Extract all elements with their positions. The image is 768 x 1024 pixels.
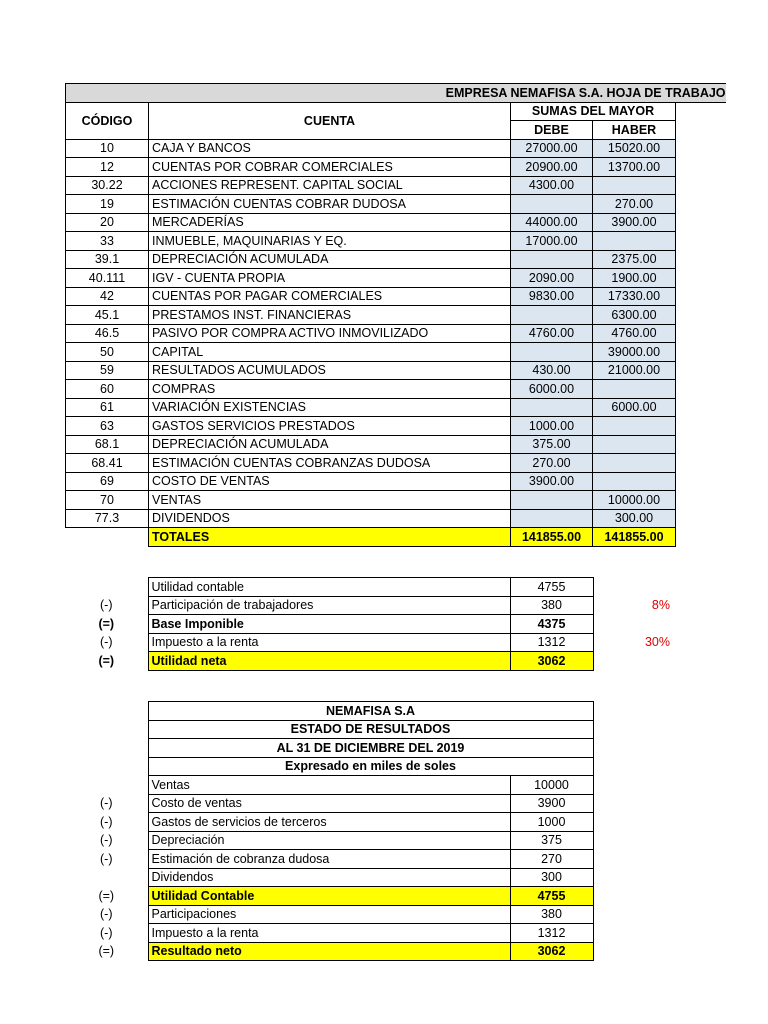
statement-row	[65, 905, 593, 924]
account-code: 77.3	[66, 509, 149, 528]
blank-cell	[676, 306, 726, 325]
account-code: 69	[66, 472, 149, 491]
debe-value: 375.00	[511, 435, 593, 454]
account-name: ESTIMACIÓN CUENTAS COBRAR DUDOSA	[149, 195, 511, 214]
header-cuenta: CUENTA	[149, 102, 511, 139]
rate-percent: 8%	[651, 598, 670, 613]
account-name: ESTIMACIÓN CUENTAS COBRANZAS DUDOSA	[149, 454, 511, 473]
blank-cell	[676, 417, 726, 436]
account-name: DIVIDENDOS	[149, 509, 511, 528]
operator-sign: (=)	[98, 616, 115, 631]
operator-sign	[65, 776, 148, 795]
statement-value: 10000	[510, 776, 593, 795]
haber-value	[593, 380, 676, 399]
statement-label: Participaciones	[148, 905, 510, 924]
account-code: 10	[66, 139, 149, 158]
debe-value	[511, 343, 593, 362]
statement-label: Estimación de cobranza dudosa	[148, 850, 510, 869]
statement-date: AL 31 DE DICIEMBRE DEL 2019	[148, 739, 593, 758]
account-row	[66, 250, 726, 269]
account-name: VARIACIÓN EXISTENCIAS	[149, 398, 511, 417]
statement-row	[65, 831, 593, 850]
account-name: VENTAS	[149, 491, 511, 510]
statement-unit: Expresado en miles de soles	[148, 757, 593, 776]
account-row	[66, 232, 726, 251]
debe-value: 44000.00	[511, 213, 593, 232]
blank-cell	[676, 269, 726, 288]
calc-row	[65, 596, 673, 615]
account-name: CUENTAS POR COBRAR COMERCIALES	[149, 158, 511, 177]
operator-sign: (-)	[100, 851, 113, 866]
rate-percent	[593, 578, 673, 597]
debe-value	[511, 250, 593, 269]
account-row	[66, 213, 726, 232]
statement-label: Gastos de servicios de terceros	[148, 813, 510, 832]
account-name: INMUEBLE, MAQUINARIAS Y EQ.	[149, 232, 511, 251]
operator-sign: (-)	[100, 925, 113, 940]
blank-cell	[676, 102, 726, 121]
debe-value	[511, 509, 593, 528]
debe-value	[511, 491, 593, 510]
account-code: 68.41	[66, 454, 149, 473]
statement-header-row	[65, 720, 593, 739]
account-code: 50	[66, 343, 149, 362]
account-row	[66, 269, 726, 288]
operator-sign: (=)	[98, 653, 115, 668]
statement-label: Dividendos	[148, 868, 510, 887]
account-row	[66, 195, 726, 214]
account-row	[66, 380, 726, 399]
header-sumas: SUMAS DEL MAYOR	[511, 102, 676, 121]
haber-value: 300.00	[593, 509, 676, 528]
operator-sign: (=)	[98, 944, 115, 959]
blank-cell	[65, 720, 148, 739]
operator-sign: (=)	[98, 888, 115, 903]
account-name: CAJA Y BANCOS	[149, 139, 511, 158]
operator-sign: (-)	[100, 635, 113, 650]
account-name: DEPRECIACIÓN ACUMULADA	[149, 250, 511, 269]
account-code: 42	[66, 287, 149, 306]
account-name: CUENTAS POR PAGAR COMERCIALES	[149, 287, 511, 306]
blank-cell	[65, 739, 148, 758]
blank-cell	[676, 213, 726, 232]
haber-value: 15020.00	[593, 139, 676, 158]
debe-value: 3900.00	[511, 472, 593, 491]
operator-sign: (-)	[100, 833, 113, 848]
calc-label: Participación de trabajadores	[148, 596, 510, 615]
calc-row	[65, 633, 673, 652]
account-row	[66, 454, 726, 473]
account-code: 40.111	[66, 269, 149, 288]
debe-value: 27000.00	[511, 139, 593, 158]
haber-value: 6300.00	[593, 306, 676, 325]
blank-cell	[676, 232, 726, 251]
account-row	[66, 472, 726, 491]
debe-value: 17000.00	[511, 232, 593, 251]
calc-label: Utilidad contable	[148, 578, 510, 597]
statement-row	[65, 813, 593, 832]
account-name: PASIVO POR COMPRA ACTIVO INMOVILIZADO	[149, 324, 511, 343]
statement-row	[65, 868, 593, 887]
debe-value: 2090.00	[511, 269, 593, 288]
blank-cell	[676, 398, 726, 417]
trial-balance-body	[66, 139, 726, 528]
blank-cell	[676, 158, 726, 177]
blank-cell	[676, 454, 726, 473]
totals-label: TOTALES	[149, 528, 511, 547]
calc-value: 4755	[510, 578, 593, 597]
totals-row	[66, 528, 726, 547]
rate-percent	[593, 615, 673, 634]
blank-cell	[676, 287, 726, 306]
account-name: IGV - CUENTA PROPIA	[149, 269, 511, 288]
account-row	[66, 509, 726, 528]
calc-value: 1312	[510, 633, 593, 652]
account-code: 33	[66, 232, 149, 251]
debe-value: 20900.00	[511, 158, 593, 177]
haber-value	[593, 176, 676, 195]
income-statement-table	[65, 701, 594, 961]
account-row	[66, 176, 726, 195]
rate-percent: 30%	[644, 635, 670, 650]
statement-label: Ventas	[148, 776, 510, 795]
calc-value: 4375	[510, 615, 593, 634]
calc-value: 3062	[510, 652, 593, 671]
account-name: DEPRECIACIÓN ACUMULADA	[149, 435, 511, 454]
statement-value: 4755	[510, 887, 593, 906]
account-name: COSTO DE VENTAS	[149, 472, 511, 491]
account-row	[66, 361, 726, 380]
debe-value: 4760.00	[511, 324, 593, 343]
statement-value: 380	[510, 905, 593, 924]
blank-cell	[676, 435, 726, 454]
statement-title: ESTADO DE RESULTADOS	[148, 720, 593, 739]
blank-cell	[676, 380, 726, 399]
haber-value: 1900.00	[593, 269, 676, 288]
account-code: 59	[66, 361, 149, 380]
statement-value: 270	[510, 850, 593, 869]
blank-cell	[676, 324, 726, 343]
account-row	[66, 435, 726, 454]
blank-cell	[676, 250, 726, 269]
header-haber: HABER	[593, 121, 676, 140]
header-debe: DEBE	[511, 121, 593, 140]
header-codigo: CÓDIGO	[66, 102, 149, 139]
blank-cell	[676, 509, 726, 528]
account-row	[66, 324, 726, 343]
header-row-1	[66, 102, 726, 121]
blank-cell	[676, 491, 726, 510]
haber-value: 39000.00	[593, 343, 676, 362]
haber-value	[593, 454, 676, 473]
title-row	[66, 84, 726, 103]
statement-header-row	[65, 757, 593, 776]
blank-cell	[676, 195, 726, 214]
totals-haber: 141855.00	[593, 528, 676, 547]
haber-value: 13700.00	[593, 158, 676, 177]
statement-value: 1312	[510, 924, 593, 943]
rate-percent	[593, 652, 673, 671]
account-row	[66, 343, 726, 362]
blank-cell	[676, 528, 726, 547]
debe-value: 270.00	[511, 454, 593, 473]
blank-cell	[676, 121, 726, 140]
income-statement-body	[65, 776, 593, 961]
statement-row	[65, 924, 593, 943]
statement-value: 375	[510, 831, 593, 850]
blank-cell	[65, 757, 148, 776]
calc-row	[65, 615, 673, 634]
haber-value: 10000.00	[593, 491, 676, 510]
calc-label: Impuesto a la renta	[148, 633, 510, 652]
account-code: 30.22	[66, 176, 149, 195]
blank-cell	[676, 343, 726, 362]
statement-label: Resultado neto	[148, 942, 510, 961]
debe-value: 1000.00	[511, 417, 593, 436]
calc-label: Utilidad neta	[148, 652, 510, 671]
statement-row	[65, 850, 593, 869]
sheet-title: EMPRESA NEMAFISA S.A. HOJA DE TRABAJO	[66, 84, 726, 103]
account-code: 70	[66, 491, 149, 510]
account-name: ACCIONES REPRESENT. CAPITAL SOCIAL	[149, 176, 511, 195]
blank-cell	[676, 176, 726, 195]
account-row	[66, 287, 726, 306]
totals-debe: 141855.00	[511, 528, 593, 547]
haber-value: 3900.00	[593, 213, 676, 232]
blank-cell	[66, 528, 149, 547]
calc-label: Base Imponible	[148, 615, 510, 634]
calc-row	[65, 578, 673, 597]
account-row	[66, 139, 726, 158]
trial-balance-region	[65, 83, 726, 544]
statement-label: Impuesto a la renta	[148, 924, 510, 943]
trial-balance-table	[65, 83, 726, 547]
statement-value: 3900	[510, 794, 593, 813]
account-row	[66, 491, 726, 510]
account-name: PRESTAMOS INST. FINANCIERAS	[149, 306, 511, 325]
account-name: COMPRAS	[149, 380, 511, 399]
haber-value	[593, 435, 676, 454]
account-name: MERCADERÍAS	[149, 213, 511, 232]
account-name: RESULTADOS ACUMULADOS	[149, 361, 511, 380]
haber-value: 6000.00	[593, 398, 676, 417]
debe-value: 4300.00	[511, 176, 593, 195]
blank-cell	[65, 702, 148, 721]
haber-value: 2375.00	[593, 250, 676, 269]
debe-value	[511, 306, 593, 325]
account-name: CAPITAL	[149, 343, 511, 362]
haber-value: 270.00	[593, 195, 676, 214]
calc-row	[65, 652, 673, 671]
statement-header-row	[65, 702, 593, 721]
operator-sign: (-)	[100, 598, 113, 613]
operator-sign: (-)	[100, 796, 113, 811]
haber-value	[593, 472, 676, 491]
profit-calculation-body	[65, 578, 673, 671]
haber-value: 21000.00	[593, 361, 676, 380]
debe-value: 6000.00	[511, 380, 593, 399]
account-code: 68.1	[66, 435, 149, 454]
account-row	[66, 306, 726, 325]
operator-sign: (-)	[100, 907, 113, 922]
debe-value: 9830.00	[511, 287, 593, 306]
statement-value: 1000	[510, 813, 593, 832]
statement-header-row	[65, 739, 593, 758]
calc-value: 380	[510, 596, 593, 615]
blank-cell	[676, 139, 726, 158]
account-code: 60	[66, 380, 149, 399]
haber-value: 17330.00	[593, 287, 676, 306]
account-code: 20	[66, 213, 149, 232]
account-row	[66, 158, 726, 177]
haber-value: 4760.00	[593, 324, 676, 343]
statement-row	[65, 942, 593, 961]
statement-row	[65, 794, 593, 813]
debe-value	[511, 195, 593, 214]
account-code: 39.1	[66, 250, 149, 269]
account-row	[66, 417, 726, 436]
statement-label: Costo de ventas	[148, 794, 510, 813]
account-code: 45.1	[66, 306, 149, 325]
statement-label: Utilidad Contable	[148, 887, 510, 906]
account-code: 19	[66, 195, 149, 214]
statement-company: NEMAFISA S.A	[148, 702, 593, 721]
statement-label: Depreciación	[148, 831, 510, 850]
account-code: 46.5	[66, 324, 149, 343]
blank-cell	[676, 361, 726, 380]
debe-value	[511, 398, 593, 417]
account-code: 12	[66, 158, 149, 177]
haber-value	[593, 232, 676, 251]
operator-sign	[65, 868, 148, 887]
account-code: 63	[66, 417, 149, 436]
account-code: 61	[66, 398, 149, 417]
haber-value	[593, 417, 676, 436]
statement-row	[65, 887, 593, 906]
debe-value: 430.00	[511, 361, 593, 380]
blank-cell	[676, 472, 726, 491]
operator-sign: (-)	[100, 814, 113, 829]
profit-calculation-table	[65, 577, 673, 671]
operator-sign	[65, 578, 148, 597]
account-row	[66, 398, 726, 417]
statement-value: 300	[510, 868, 593, 887]
statement-row	[65, 776, 593, 795]
account-name: GASTOS SERVICIOS PRESTADOS	[149, 417, 511, 436]
statement-value: 3062	[510, 942, 593, 961]
